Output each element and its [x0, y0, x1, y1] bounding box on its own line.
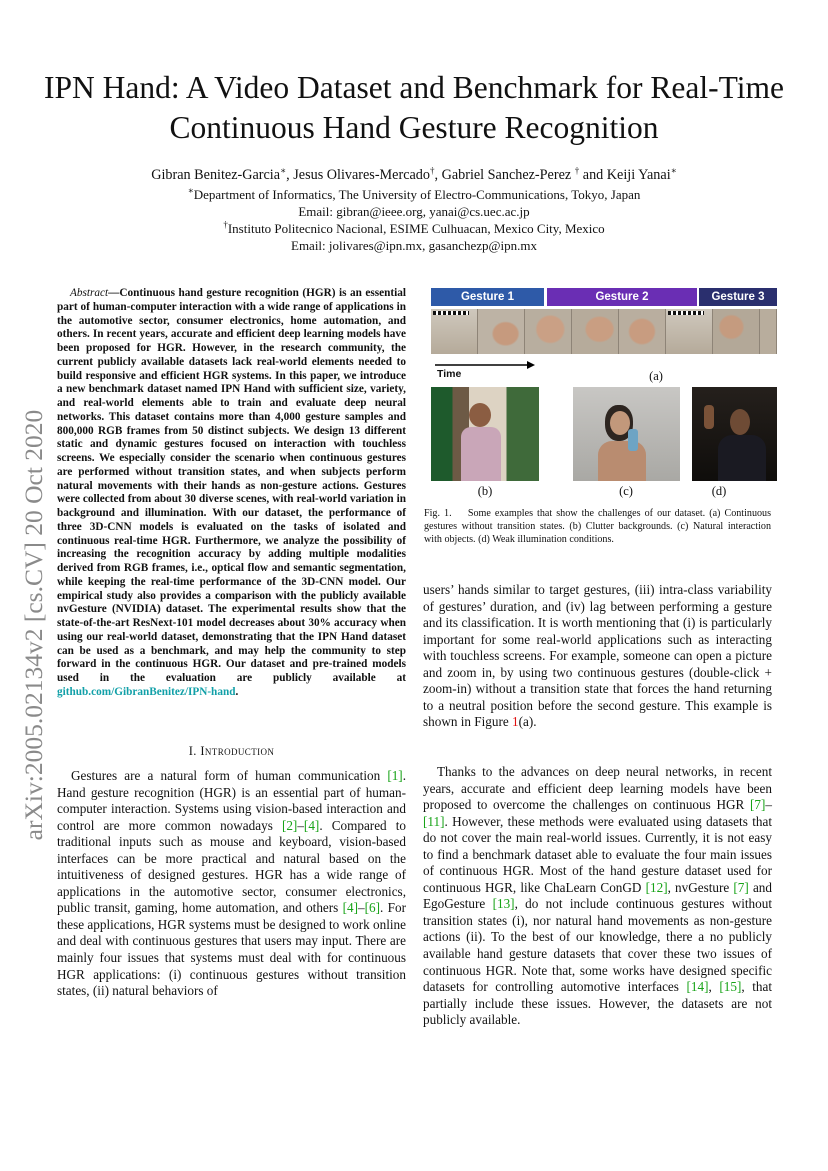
author-name: and Keiji Yanai: [579, 167, 671, 183]
torso: [598, 441, 646, 481]
affiliation-mark: ∗: [280, 165, 287, 176]
abstract: [57, 287, 406, 700]
torso: [718, 435, 766, 481]
text: –: [358, 900, 365, 916]
abstract-heading: Abstract: [70, 287, 109, 299]
right-paragraph-2: [423, 764, 772, 1029]
gesture-label: Gesture 3: [699, 288, 777, 306]
author-name: , Gabriel Sanchez-Perez: [434, 167, 572, 183]
text: , nvGesture: [667, 879, 734, 895]
figure-1a: [431, 288, 777, 385]
text: . Compared to traditional inputs such as mouse and keyboard, vision-based interfaces can be more practical and natural based on the intuitiveness of designed gestures. HGR has a wide range of applications in the automotive sector, consumer electronics, public transit, gaming, home automation, and others: [57, 817, 406, 916]
email-2: Email: jolivares@ipn.mx, gasanchezp@ipn.mx: [291, 238, 537, 253]
hand: [704, 405, 714, 429]
video-frames: [431, 309, 777, 354]
video-frame: [478, 309, 525, 354]
figure-caption: [424, 507, 771, 546]
right-paragraph-1: [423, 582, 772, 731]
affiliation-text: Instituto Politecnico Nacional, ESIME Culhuacan, Mexico City, Mexico: [227, 221, 605, 236]
photo-weak-illumination: [692, 387, 777, 481]
text: ,: [708, 979, 720, 995]
citation[interactable]: [7]: [733, 879, 749, 895]
abstract-body: —Continuous hand gesture recognition (HGR) is an essential part of human-computer interaction with a wide range of applications in the automotive sector, consumer electronics, home automation, and others. In recent years, accurate and efficient deep learning models have been proposed for HGR. However, in the research community, the current publicly available datasets lack real-world elements needed to build responsive and efficient HGR systems. In this paper, we introduce a new benchmark dataset named IPN Hand with sufficient size, variety, and real-world elements able to train and evaluate deep neural networks. This dataset contains more than 4,000 gesture samples and 800,000 RGB frames from 50 distinct subjects. We design 13 different static and dynamic gestures focused on interaction with touchless screens. We especially consider the scenario when continuous gestures are performed without transition states, and when subjects perform natural movements with their hands as non-gesture actions. Gestures were collected from about 30 diverse scenes, with real-world variation in background and illumination. With our dataset, the performance of three 3D-CNN models is evaluated on the tasks of isolated and continuous real-time HGR. Furthermore, we analyze the possibility of increasing the recognition accuracy by adding multiple modalities derived from RGB frames, i.e., optical flow and semantic segmentation, while keeping the real-time performance of the 3D-CNN model. Our empirical study also provides a comparison with the publicly available nvGesture (NVIDIA) dataset. The experimental results show that the state-of-the-art ResNext-101 model decreases about 30% accuracy when using our real-world dataset, demonstrating that the IPN Hand dataset can be used as a benchmark, and may help the community to step forward in the continuous HGR. Our dataset and pre-trained models used in the evaluation are publicly available at: [57, 287, 406, 684]
affiliation-mark: ∗: [187, 185, 194, 196]
text: (a).: [518, 714, 537, 730]
text: . For these applications, HGR systems must be designed to work online and deal with continuous gestures that users may input. There are mainly four issues that systems must deal with for continuous HGR applications: (i) continuous gestures without transition states, (ii) natural behaviors of: [57, 900, 406, 999]
subfigure-label-c: (c): [619, 484, 633, 498]
face: [730, 409, 750, 435]
affiliation-mark: †: [223, 219, 228, 230]
citation[interactable]: [1]: [387, 768, 403, 783]
citation[interactable]: [13]: [492, 896, 515, 912]
citation[interactable]: [12]: [645, 879, 668, 895]
author-name: , Jesus Olivares-Mercado: [286, 167, 430, 183]
text: . However, these methods were evaluated using datasets that do not cover the main real-world issues. Currently, it is not easy to find a benchmark dataset able to evaluate the four main issues of continuous HGR. Most of the hand gesture dataset used for continuous HGR, like ChaLearn ConGD: [423, 813, 772, 895]
citation[interactable]: [7]: [750, 797, 766, 813]
subfigure-label-a: (a): [649, 369, 663, 383]
bottle: [628, 429, 638, 451]
gesture-label: Gesture 2: [547, 288, 697, 306]
paper-title: IPN Hand: A Video Dataset and Benchmark for Real-Time Continuous Hand Gesture Recognition: [44, 70, 784, 145]
subfigure-label-b: (b): [477, 484, 493, 498]
author-list: [40, 167, 788, 184]
affiliation-2: [40, 220, 788, 237]
section-number: I.: [188, 744, 197, 758]
author-name: Gibran Benitez-Garcia: [151, 167, 281, 183]
citation[interactable]: [4]: [303, 817, 320, 833]
affiliation-1: [40, 186, 788, 203]
film-icon: [433, 311, 469, 315]
face: [469, 403, 491, 427]
arxiv-stamp: [20, 360, 48, 890]
github-link[interactable]: github.com/GibranBenitez/IPN-hand: [57, 685, 236, 698]
affiliation-mark: †: [429, 165, 435, 176]
affiliation-mark: ∗: [670, 165, 677, 176]
caption-text: Some examples that show the challenges of our dataset. (a) Continuous gestures without transition states. (b) Clutter backgrounds. (c) Natural interaction with objects. (d) Weak illumination conditions.: [424, 508, 772, 545]
video-frame: [760, 309, 777, 354]
video-frame: [666, 309, 713, 354]
citation[interactable]: [6]: [364, 900, 381, 916]
text: and EgoGesture: [423, 879, 772, 912]
text: , that partially include these issues. However, the datasets are not publicly available.: [423, 979, 773, 1028]
citation[interactable]: [4]: [342, 900, 359, 916]
torso: [461, 427, 501, 481]
text: users’ hands similar to target gestures, (iii) intra-class variability of gestures’ duration, and (iv) lag between performing a gesture and its classification. It is worth mentioning that (i) is particularly important for some real-world applications such as interacting with touchless screens. For example, someone can open a picture and zoom in, by using two continuous gestures (double-click + zoom-in) without a transition state that forces the hand returning to a neutral position before the second gesture. This example is shown in Figure: [423, 582, 772, 730]
film-icon: [668, 311, 704, 315]
video-frame: [572, 309, 619, 354]
gesture-label: Gesture 1: [431, 288, 544, 306]
section-title: Introduction: [200, 744, 275, 758]
affiliation-text: Department of Informatics, The University of Electro-Communications, Tokyo, Japan: [193, 187, 641, 202]
photo-clutter-background: [431, 387, 539, 481]
time-label: Time: [437, 368, 462, 380]
face: [610, 411, 630, 435]
affiliation-mark: †: [574, 165, 580, 176]
intro-paragraph: [57, 768, 406, 1000]
video-frame: [619, 309, 666, 354]
text: –: [297, 817, 304, 833]
subfigure-label-d: (d): [711, 484, 727, 498]
text: Thanks to the advances on deep neural networks, in recent years, accurate and efficient deep learning models have been proposed to overcome the challenges on continuous HGR: [423, 764, 772, 813]
caption-label: Fig. 1.: [424, 508, 452, 519]
text: , do not include continuous gestures without transition states (i), nor natural hand movements as non-gesture actions (ii). To the best of our knowledge, there a no publicly available hand gesture datasets that cover these two issues of continuous HGR. Note that, some works have designed specific datasets for controlling automotive interfaces: [423, 896, 772, 995]
abstract-end: .: [235, 685, 239, 698]
video-frame: [431, 309, 478, 354]
video-frame: [713, 309, 760, 354]
figure-ref[interactable]: 1: [512, 714, 519, 730]
email-1: Email: gibran@ieee.org, yanai@cs.uec.ac.jp: [298, 204, 530, 219]
photo-object-interaction: [573, 387, 680, 481]
citation[interactable]: [15]: [719, 979, 742, 995]
citation[interactable]: [2]: [281, 817, 298, 833]
section-heading: [57, 744, 406, 759]
text: . Hand gesture recognition (HGR) is an essential part of human-computer interaction. Systems using vision-based interaction and control are more common nowadays: [57, 768, 406, 833]
video-frame: [525, 309, 572, 354]
text: Gestures are a natural form of human communication: [71, 768, 388, 783]
citation[interactable]: [14]: [686, 979, 709, 995]
text: –: [765, 797, 772, 813]
arxiv-id: arXiv:2005.02134v2 [cs.CV] 20 Oct 2020: [19, 409, 48, 841]
citation[interactable]: [11]: [423, 813, 445, 829]
